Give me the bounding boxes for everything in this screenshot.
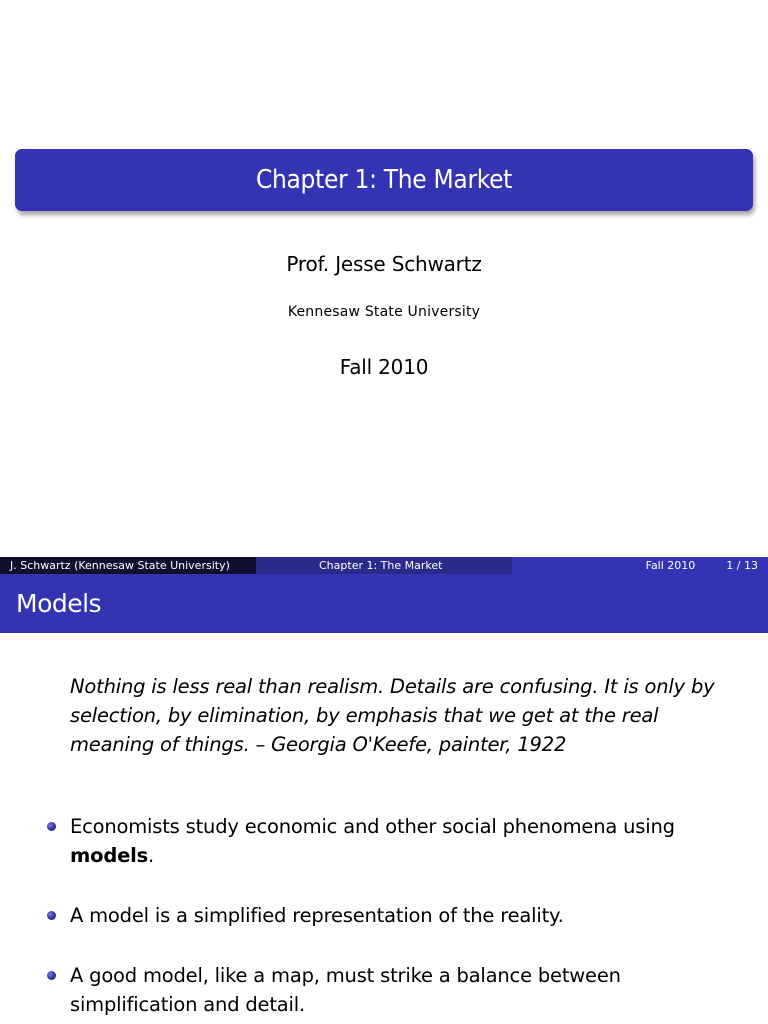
quote-block: Nothing is less real than realism. Details are confusing. It is only by selection, by elimination, by emphasis that we get at the real meaning of things. – Georgia O'Keefe, painter, 1922 [70, 675, 715, 756]
presentation-date: Fall 2010 [339, 355, 429, 379]
frame-title: Models [0, 574, 768, 633]
bullet1-text-post: . [148, 844, 154, 867]
bullet-text [70, 812, 730, 870]
footer-page-number: 1 / 13 [726, 559, 758, 572]
footer-date-text: Fall 2010 [645, 559, 696, 572]
footer-author-text: J. Schwartz (Kennesaw State University) [10, 559, 230, 572]
bullet-text: A model is a simplified representation of the reality. [70, 904, 564, 927]
footer-title-text: Chapter 1: The Market [319, 559, 443, 572]
footer-date-page [512, 557, 768, 574]
bullet1-bold-text: models [70, 844, 148, 867]
bullet1-text-pre: Economists study economic and other social phenomena using [70, 815, 675, 838]
presentation-title: Chapter 1: The Market [15, 149, 753, 211]
author-name: Prof. Jesse Schwartz [286, 252, 482, 276]
bullet-icon [47, 822, 56, 831]
footer-short-title [256, 557, 512, 574]
footer-author-institute [0, 557, 256, 574]
bullet-icon [47, 911, 56, 920]
bullet-text: A good model, like a map, must strike a balance between simplification and detail. [70, 964, 621, 1016]
institute-name: Kennesaw State University [287, 304, 481, 320]
bullet-icon [47, 971, 56, 980]
slide-footer [0, 557, 768, 574]
